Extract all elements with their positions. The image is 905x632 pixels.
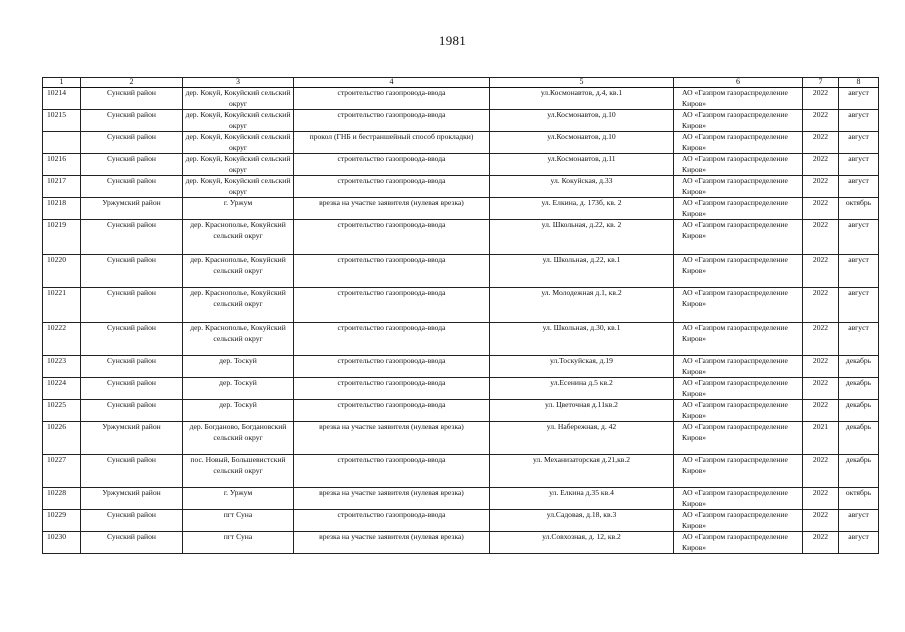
contractor-cell: АО «Газпром газораспределение Киров» xyxy=(674,488,803,510)
work-type-cell: врезка на участке заявителя (нулевая врезка) xyxy=(294,488,490,510)
table-row xyxy=(43,323,879,356)
column-header: 4 xyxy=(294,78,490,88)
settlement-cell: дер. Кокуй, Кокуйский сельский округ xyxy=(183,154,294,176)
work-type-cell: строительство газопровода-ввода xyxy=(294,356,490,378)
year-cell: 2022 xyxy=(803,255,839,288)
address-cell: ул. Цветочная д.11кв.2 xyxy=(490,400,674,422)
address-cell: ул.Космонавтов, д.10 xyxy=(490,132,674,154)
month-cell: август xyxy=(839,220,879,255)
district-cell: Сунский район xyxy=(81,154,183,176)
record-number-cell: 10230 xyxy=(43,532,81,554)
work-type-cell: строительство газопровода-ввода xyxy=(294,88,490,110)
record-number-cell xyxy=(43,132,81,154)
record-number-cell: 10229 xyxy=(43,510,81,532)
settlement-cell: дер. Тоскуй xyxy=(183,400,294,422)
district-cell: Сунский район xyxy=(81,400,183,422)
district-cell: Сунский район xyxy=(81,378,183,400)
table-row xyxy=(43,356,879,378)
record-number-cell: 10228 xyxy=(43,488,81,510)
column-header: 8 xyxy=(839,78,879,88)
record-number-cell: 10219 xyxy=(43,220,81,255)
district-cell: Сунский район xyxy=(81,132,183,154)
table-row xyxy=(43,455,879,488)
month-cell: август xyxy=(839,110,879,132)
month-cell: август xyxy=(839,88,879,110)
year-cell: 2022 xyxy=(803,532,839,554)
district-cell: Уржумский район xyxy=(81,198,183,220)
address-cell: ул.Космонавтов, д.4, кв.1 xyxy=(490,88,674,110)
year-cell: 2022 xyxy=(803,176,839,198)
record-number-cell: 10221 xyxy=(43,288,81,323)
year-cell: 2022 xyxy=(803,154,839,176)
work-type-cell: строительство газопровода-ввода xyxy=(294,323,490,356)
year-cell: 2022 xyxy=(803,378,839,400)
month-cell: август xyxy=(839,532,879,554)
gas-connection-registry-table xyxy=(42,77,879,554)
month-cell: август xyxy=(839,132,879,154)
column-header: 2 xyxy=(81,78,183,88)
record-number-cell: 10216 xyxy=(43,154,81,176)
year-cell: 2022 xyxy=(803,488,839,510)
year-cell: 2022 xyxy=(803,356,839,378)
district-cell: Сунский район xyxy=(81,288,183,323)
work-type-cell: строительство газопровода-ввода xyxy=(294,455,490,488)
table-row xyxy=(43,532,879,554)
address-cell: ул.Тоскуйская, д.19 xyxy=(490,356,674,378)
district-cell: Уржумский район xyxy=(81,488,183,510)
year-cell: 2022 xyxy=(803,132,839,154)
work-type-cell: врезка на участке заявителя (нулевая врезка) xyxy=(294,422,490,455)
work-type-cell: строительство газопровода-ввода xyxy=(294,176,490,198)
settlement-cell: пгт Суна xyxy=(183,532,294,554)
month-cell: август xyxy=(839,255,879,288)
district-cell: Сунский район xyxy=(81,176,183,198)
contractor-cell: АО «Газпром газораспределение Киров» xyxy=(674,378,803,400)
work-type-cell: строительство газопровода-ввода xyxy=(294,378,490,400)
year-cell: 2022 xyxy=(803,198,839,220)
address-cell: ул. Школьная, д.22, кв. 2 xyxy=(490,220,674,255)
contractor-cell: АО «Газпром газораспределение Киров» xyxy=(674,154,803,176)
year-cell: 2021 xyxy=(803,422,839,455)
column-header: 5 xyxy=(490,78,674,88)
contractor-cell: АО «Газпром газораспределение Киров» xyxy=(674,532,803,554)
table-row xyxy=(43,110,879,132)
contractor-cell: АО «Газпром газораспределение Киров» xyxy=(674,255,803,288)
record-number-cell: 10224 xyxy=(43,378,81,400)
work-type-cell: строительство газопровода-ввода xyxy=(294,510,490,532)
column-header: 1 xyxy=(43,78,81,88)
month-cell: октябрь xyxy=(839,198,879,220)
settlement-cell: дер. Кокуй, Кокуйский сельский округ xyxy=(183,176,294,198)
address-cell: ул.Совхозная, д. 12, кв.2 xyxy=(490,532,674,554)
settlement-cell: дер. Тоскуй xyxy=(183,356,294,378)
year-cell: 2022 xyxy=(803,455,839,488)
address-cell: ул. Набережная, д. 42 xyxy=(490,422,674,455)
contractor-cell: АО «Газпром газораспределение Киров» xyxy=(674,422,803,455)
settlement-cell: дер. Кокуй, Кокуйский сельский округ xyxy=(183,110,294,132)
year-cell: 2022 xyxy=(803,220,839,255)
column-header: 6 xyxy=(674,78,803,88)
district-cell: Сунский район xyxy=(81,255,183,288)
contractor-cell: АО «Газпром газораспределение Киров» xyxy=(674,400,803,422)
page-number: 1981 xyxy=(438,33,467,48)
column-header: 7 xyxy=(803,78,839,88)
record-number-cell: 10222 xyxy=(43,323,81,356)
month-cell: декабрь xyxy=(839,400,879,422)
record-number-cell: 10217 xyxy=(43,176,81,198)
district-cell: Сунский район xyxy=(81,110,183,132)
year-cell: 2022 xyxy=(803,110,839,132)
month-cell: декабрь xyxy=(839,356,879,378)
contractor-cell: АО «Газпром газораспределение Киров» xyxy=(674,110,803,132)
address-cell: ул.Есенина д.5 кв.2 xyxy=(490,378,674,400)
address-cell: ул. Елкина д.35 кв.4 xyxy=(490,488,674,510)
settlement-cell: дер. Кокуй, Кокуйский сельский округ xyxy=(183,132,294,154)
settlement-cell: г. Уржум xyxy=(183,488,294,510)
month-cell: декабрь xyxy=(839,378,879,400)
address-cell: ул. Школьная, д.30, кв.1 xyxy=(490,323,674,356)
address-cell: ул. Механизаторская д.21,кв.2 xyxy=(490,455,674,488)
work-type-cell: врезка на участке заявителя (нулевая врезка) xyxy=(294,198,490,220)
table-row xyxy=(43,255,879,288)
district-cell: Сунский район xyxy=(81,356,183,378)
record-number-cell: 10225 xyxy=(43,400,81,422)
work-type-cell: строительство газопровода-ввода xyxy=(294,288,490,323)
settlement-cell: дер. Богданово, Богдановский сельский округ xyxy=(183,422,294,455)
address-cell: ул.Космонавтов, д.11 xyxy=(490,154,674,176)
contractor-cell: АО «Газпром газораспределение Киров» xyxy=(674,88,803,110)
work-type-cell: строительство газопровода-ввода xyxy=(294,110,490,132)
month-cell: октябрь xyxy=(839,488,879,510)
record-number-cell: 10220 xyxy=(43,255,81,288)
table-row xyxy=(43,88,879,110)
contractor-cell: АО «Газпром газораспределение Киров» xyxy=(674,455,803,488)
contractor-cell: АО «Газпром газораспределение Киров» xyxy=(674,220,803,255)
record-number-cell: 10214 xyxy=(43,88,81,110)
table-row xyxy=(43,132,879,154)
address-cell: ул. Кокуйская, д.33 xyxy=(490,176,674,198)
month-cell: август xyxy=(839,176,879,198)
address-cell: ул. Молодежная д.1, кв.2 xyxy=(490,288,674,323)
district-cell: Сунский район xyxy=(81,455,183,488)
column-number-row xyxy=(43,78,879,88)
column-header: 3 xyxy=(183,78,294,88)
address-cell: ул.Космонавтов, д.10 xyxy=(490,110,674,132)
address-cell: ул. Елкина, д. 173б, кв. 2 xyxy=(490,198,674,220)
settlement-cell: г. Уржум xyxy=(183,198,294,220)
contractor-cell: АО «Газпром газораспределение Киров» xyxy=(674,176,803,198)
contractor-cell: АО «Газпром газораспределение Киров» xyxy=(674,323,803,356)
work-type-cell: строительство газопровода-ввода xyxy=(294,400,490,422)
month-cell: август xyxy=(839,154,879,176)
table-row xyxy=(43,198,879,220)
month-cell: август xyxy=(839,510,879,532)
settlement-cell: пос. Новый, Большевистский сельский округ xyxy=(183,455,294,488)
address-cell: ул. Школьная, д.22, кв.1 xyxy=(490,255,674,288)
settlement-cell: дер. Тоскуй xyxy=(183,378,294,400)
district-cell: Сунский район xyxy=(81,323,183,356)
year-cell: 2022 xyxy=(803,323,839,356)
table-row xyxy=(43,400,879,422)
table-row xyxy=(43,154,879,176)
settlement-cell: пгт Суна xyxy=(183,510,294,532)
record-number-cell: 10226 xyxy=(43,422,81,455)
year-cell: 2022 xyxy=(803,288,839,323)
table-row xyxy=(43,510,879,532)
month-cell: декабрь xyxy=(839,455,879,488)
district-cell: Сунский район xyxy=(81,220,183,255)
work-type-cell: прокол (ГНБ и бестраншейный способ прокладки) xyxy=(294,132,490,154)
contractor-cell: АО «Газпром газораспределение Киров» xyxy=(674,510,803,532)
district-cell: Сунский район xyxy=(81,532,183,554)
work-type-cell: строительство газопровода-ввода xyxy=(294,220,490,255)
contractor-cell: АО «Газпром газораспределение Киров» xyxy=(674,356,803,378)
settlement-cell: дер. Краснополье, Кокуйский сельский округ xyxy=(183,255,294,288)
contractor-cell: АО «Газпром газораспределение Киров» xyxy=(674,198,803,220)
table-row xyxy=(43,220,879,255)
table-row xyxy=(43,488,879,510)
work-type-cell: строительство газопровода-ввода xyxy=(294,154,490,176)
year-cell: 2022 xyxy=(803,510,839,532)
contractor-cell: АО «Газпром газораспределение Киров» xyxy=(674,132,803,154)
settlement-cell: дер. Краснополье, Кокуйский сельский округ xyxy=(183,323,294,356)
table-row xyxy=(43,176,879,198)
month-cell: август xyxy=(839,288,879,323)
record-number-cell: 10215 xyxy=(43,110,81,132)
year-cell: 2022 xyxy=(803,88,839,110)
contractor-cell: АО «Газпром газораспределение Киров» xyxy=(674,288,803,323)
settlement-cell: дер. Краснополье, Кокуйский сельский округ xyxy=(183,220,294,255)
table-row xyxy=(43,288,879,323)
address-cell: ул.Садовая, д.18, кв.3 xyxy=(490,510,674,532)
record-number-cell: 10218 xyxy=(43,198,81,220)
work-type-cell: строительство газопровода-ввода xyxy=(294,255,490,288)
record-number-cell: 10227 xyxy=(43,455,81,488)
table-row xyxy=(43,422,879,455)
record-number-cell: 10223 xyxy=(43,356,81,378)
work-type-cell: врезка на участке заявителя (нулевая врезка) xyxy=(294,532,490,554)
month-cell: август xyxy=(839,323,879,356)
district-cell: Уржумский район xyxy=(81,422,183,455)
month-cell: декабрь xyxy=(839,422,879,455)
district-cell: Сунский район xyxy=(81,510,183,532)
table-row xyxy=(43,378,879,400)
settlement-cell: дер. Краснополье, Кокуйский сельский округ xyxy=(183,288,294,323)
district-cell: Сунский район xyxy=(81,88,183,110)
settlement-cell: дер. Кокуй, Кокуйский сельский округ xyxy=(183,88,294,110)
year-cell: 2022 xyxy=(803,400,839,422)
table-body xyxy=(43,88,879,554)
